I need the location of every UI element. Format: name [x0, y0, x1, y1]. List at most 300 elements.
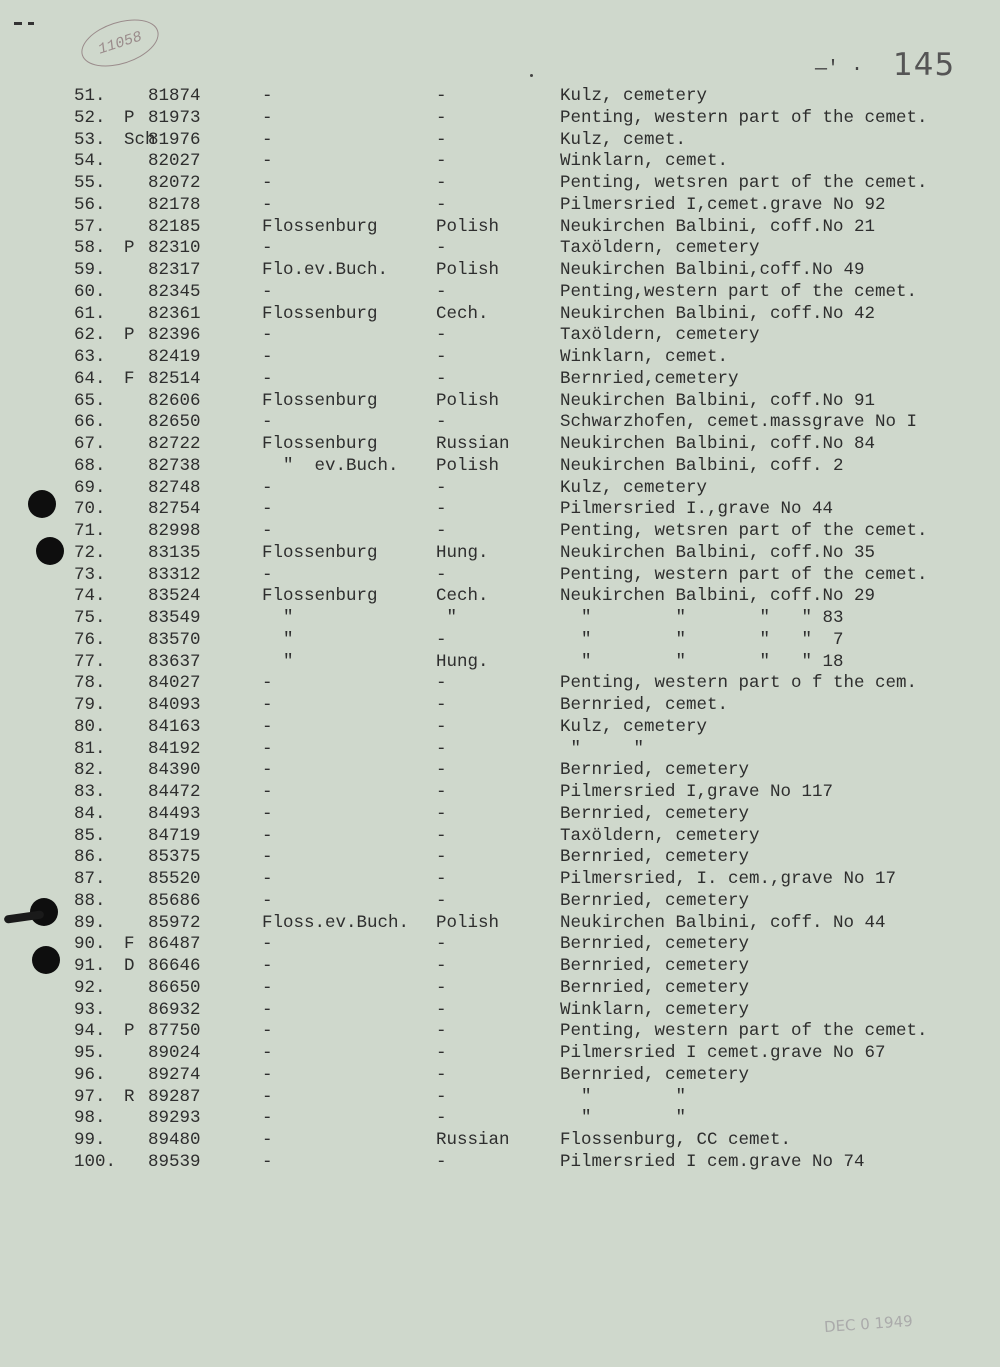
- burial-place: Penting, wetsren part of the cemet.: [560, 173, 928, 193]
- burial-place: Taxöldern, cemetery: [560, 825, 760, 846]
- list-item: [0, 543, 1000, 564]
- camp: -: [262, 238, 273, 259]
- list-item: [0, 1152, 1000, 1173]
- prisoner-number: 82738: [148, 455, 201, 476]
- list-item: [0, 456, 1000, 477]
- prisoner-number: 84472: [148, 782, 201, 802]
- list-item: [0, 652, 1000, 673]
- nationality: -: [436, 803, 447, 824]
- prisoner-prefix: P: [124, 107, 135, 128]
- prisoner-number: 82185: [148, 216, 201, 237]
- camp: -: [262, 803, 273, 824]
- nationality: -: [436, 347, 447, 367]
- camp: -: [262, 499, 273, 520]
- prisoner-number: 82072: [148, 173, 201, 193]
- list-item: [0, 151, 1000, 172]
- entry-number: 51.: [74, 86, 106, 106]
- prisoner-number: 82606: [148, 390, 201, 411]
- prisoner-number: 82650: [148, 412, 201, 433]
- entry-number: 94.: [74, 1021, 106, 1042]
- burial-place: Bernried, cemetery: [560, 934, 750, 955]
- nationality: -: [436, 629, 447, 650]
- list-item: [0, 804, 1000, 825]
- nationality: -: [436, 956, 447, 976]
- prisoner-number: 89539: [148, 1151, 201, 1172]
- entry-number: 78.: [74, 673, 106, 694]
- burial-place: Bernried, cemetery: [560, 977, 750, 998]
- burial-place: Kulz, cemetery: [560, 477, 708, 498]
- camp: Flossenburg: [262, 303, 378, 324]
- camp: -: [262, 760, 273, 781]
- nationality: Cech.: [436, 586, 489, 607]
- camp: ": [262, 608, 294, 628]
- burial-place: Bernried, cemetery: [560, 847, 750, 868]
- camp: " ev.Buch.: [262, 455, 399, 476]
- prisoner-number: 89287: [148, 1086, 201, 1107]
- prisoner-number: 82178: [148, 194, 201, 215]
- burial-place: Pilmersried I cem.grave No 74: [560, 1151, 865, 1172]
- prisoner-number: 84163: [148, 716, 201, 737]
- nationality: -: [436, 281, 447, 302]
- burial-place: Bernried, cemetery: [560, 760, 750, 781]
- entry-number: 71.: [74, 521, 106, 541]
- burial-place: Flossenburg, CC cemet.: [560, 1130, 792, 1150]
- burial-place: Bernried, cemetery: [560, 890, 750, 911]
- camp: -: [262, 1086, 273, 1107]
- burial-place: Taxöldern, cemetery: [560, 238, 760, 259]
- burial-place: Neukirchen Balbini,coff.No 49: [560, 260, 865, 280]
- camp: -: [262, 695, 273, 715]
- list-item: [0, 1000, 1000, 1021]
- list-item: [0, 521, 1000, 542]
- nationality: -: [436, 521, 447, 541]
- prisoner-number: 83524: [148, 586, 201, 607]
- burial-place: Neukirchen Balbini, coff.No 84: [560, 434, 876, 454]
- list-item: [0, 217, 1000, 238]
- nationality: -: [436, 869, 447, 889]
- prisoner-number: 82998: [148, 521, 201, 541]
- list-item: [0, 1087, 1000, 1108]
- camp: -: [262, 782, 273, 802]
- prisoner-number: 85375: [148, 847, 201, 868]
- camp: -: [262, 999, 273, 1020]
- prisoner-prefix: R: [124, 1086, 135, 1107]
- nationality: -: [436, 847, 447, 868]
- camp: -: [262, 1151, 273, 1172]
- burial-place: Neukirchen Balbini, coff.No 29: [560, 586, 876, 607]
- corner-mark: [28, 22, 34, 25]
- burial-place: Bernried, cemetery: [560, 1064, 750, 1085]
- handwritten-mark: —' ·: [815, 58, 864, 81]
- prisoner-prefix: P: [124, 238, 135, 259]
- list-item: [0, 869, 1000, 890]
- nationality: Polish: [436, 260, 500, 280]
- list-item: [0, 86, 1000, 107]
- list-item: [0, 565, 1000, 586]
- prisoner-number: 85520: [148, 869, 201, 889]
- nationality: -: [436, 673, 447, 694]
- nationality: Polish: [436, 216, 500, 237]
- entry-number: 69.: [74, 477, 106, 498]
- entry-number: 59.: [74, 260, 106, 280]
- prisoner-number: 82754: [148, 499, 201, 520]
- nationality: -: [436, 238, 447, 259]
- burial-place: Neukirchen Balbini, coff.No 42: [560, 303, 876, 324]
- nationality: -: [436, 499, 447, 520]
- nationality: Polish: [436, 912, 500, 933]
- entry-number: 72.: [74, 542, 106, 563]
- camp: -: [262, 956, 273, 976]
- nationality: -: [436, 1151, 447, 1172]
- entry-number: 54.: [74, 151, 106, 172]
- burial-place: Pilmersried I.,grave No 44: [560, 499, 834, 520]
- list-item: [0, 434, 1000, 455]
- entry-number: 93.: [74, 999, 106, 1020]
- list-item: [0, 130, 1000, 151]
- camp: -: [262, 151, 273, 172]
- camp: -: [262, 890, 273, 911]
- nationality: -: [436, 129, 447, 150]
- list-item: [0, 499, 1000, 520]
- nationality: -: [436, 86, 447, 106]
- list-item: [0, 1065, 1000, 1086]
- entry-number: 95.: [74, 1043, 106, 1063]
- camp: -: [262, 847, 273, 868]
- list-item: [0, 586, 1000, 607]
- entry-number: 83.: [74, 782, 106, 802]
- prisoner-number: 84390: [148, 760, 201, 781]
- list-item: [0, 391, 1000, 412]
- archive-stamp: 11058: [75, 11, 164, 76]
- list-item: [0, 630, 1000, 651]
- list-item: [0, 325, 1000, 346]
- entry-number: 98.: [74, 1108, 106, 1129]
- list-item: [0, 826, 1000, 847]
- burial-place: Kulz, cemetery: [560, 716, 708, 737]
- burial-place: Bernried, cemet.: [560, 695, 729, 715]
- prisoner-number: 82514: [148, 368, 201, 389]
- prisoner-prefix: P: [124, 1021, 135, 1042]
- burial-place: Pilmersried I,cemet.grave No 92: [560, 194, 886, 215]
- entry-number: 64.: [74, 368, 106, 389]
- prisoner-number: 81874: [148, 86, 201, 106]
- burial-place: Neukirchen Balbini, coff.No 35: [560, 542, 876, 563]
- burial-place: Neukirchen Balbini, coff.No 91: [560, 390, 876, 411]
- prisoner-number: 89293: [148, 1108, 201, 1129]
- prisoner-number: 84493: [148, 803, 201, 824]
- burial-place: Winklarn, cemetery: [560, 999, 750, 1020]
- nationality: -: [436, 194, 447, 215]
- list-item: [0, 695, 1000, 716]
- entry-number: 67.: [74, 434, 106, 454]
- entry-number: 65.: [74, 390, 106, 411]
- camp: -: [262, 521, 273, 541]
- camp: Flossenburg: [262, 434, 378, 454]
- entry-number: 87.: [74, 869, 106, 889]
- burial-place: Pilmersried I cemet.grave No 67: [560, 1043, 886, 1063]
- prisoner-number: 82310: [148, 238, 201, 259]
- entry-number: 79.: [74, 695, 106, 715]
- nationality: -: [436, 999, 447, 1020]
- burial-place: " ": [560, 1086, 687, 1107]
- burial-place: Penting, western part of the cemet.: [560, 1021, 928, 1042]
- prisoner-number: 87750: [148, 1021, 201, 1042]
- entry-number: 92.: [74, 977, 106, 998]
- camp: ": [262, 629, 294, 650]
- entry-number: 53.: [74, 129, 106, 150]
- nationality: -: [436, 1021, 447, 1042]
- nationality: -: [436, 151, 447, 172]
- prisoner-number: 84027: [148, 673, 201, 694]
- nationality: -: [436, 564, 447, 585]
- prisoner-number: 83135: [148, 542, 201, 563]
- nationality: -: [436, 716, 447, 737]
- list-item: [0, 1130, 1000, 1151]
- camp: -: [262, 281, 273, 302]
- camp: Flossenburg: [262, 216, 378, 237]
- nationality: -: [436, 325, 447, 346]
- nationality: -: [436, 695, 447, 715]
- entry-number: 57.: [74, 216, 106, 237]
- camp: Flossenburg: [262, 390, 378, 411]
- list-item: [0, 891, 1000, 912]
- burial-place: Neukirchen Balbini, coff. 2: [560, 455, 844, 476]
- camp: -: [262, 194, 273, 215]
- prisoner-number: 83549: [148, 608, 201, 628]
- list-item: [0, 369, 1000, 390]
- list-item: [0, 913, 1000, 934]
- prisoner-number: 89480: [148, 1130, 201, 1150]
- prisoner-number: 82722: [148, 434, 201, 454]
- entry-number: 75.: [74, 608, 106, 628]
- list-item: [0, 195, 1000, 216]
- nationality: -: [436, 173, 447, 193]
- burial-place: Kulz, cemet.: [560, 129, 687, 150]
- burial-place: Winklarn, cemet.: [560, 347, 729, 367]
- nationality: Russian: [436, 434, 510, 454]
- list-item: [0, 934, 1000, 955]
- corner-mark: [14, 22, 22, 25]
- list-item: [0, 608, 1000, 629]
- list-item: [0, 1021, 1000, 1042]
- date-stamp: DEC 0 1949: [823, 1311, 914, 1337]
- entry-number: 96.: [74, 1064, 106, 1085]
- list-item: [0, 673, 1000, 694]
- entry-number: 52.: [74, 107, 106, 128]
- burial-place: Taxöldern, cemetery: [560, 325, 760, 346]
- prisoner-number: 89024: [148, 1043, 201, 1063]
- prisoner-number: 84093: [148, 695, 201, 715]
- entry-number: 77.: [74, 651, 106, 672]
- list-item: [0, 238, 1000, 259]
- prisoner-number: 82345: [148, 281, 201, 302]
- entry-number: 80.: [74, 716, 106, 737]
- list-item: [0, 173, 1000, 194]
- nationality: -: [436, 412, 447, 433]
- entry-number: 63.: [74, 347, 106, 367]
- camp: -: [262, 869, 273, 889]
- nationality: Polish: [436, 455, 500, 476]
- prisoner-number: 83637: [148, 651, 201, 672]
- camp: -: [262, 173, 273, 193]
- entry-number: 70.: [74, 499, 106, 520]
- camp: -: [262, 977, 273, 998]
- entry-number: 60.: [74, 281, 106, 302]
- entry-number: 73.: [74, 564, 106, 585]
- nationality: -: [436, 1108, 447, 1129]
- burial-place: Penting, wetsren part of the cemet.: [560, 521, 928, 541]
- prisoner-number: 82748: [148, 477, 201, 498]
- camp: -: [262, 673, 273, 694]
- burial-place: " ": [560, 738, 645, 759]
- camp: -: [262, 1021, 273, 1042]
- camp: Floss.ev.Buch.: [262, 912, 410, 933]
- nationality: Cech.: [436, 303, 489, 324]
- list-item: [0, 739, 1000, 760]
- camp: -: [262, 716, 273, 737]
- entry-number: 61.: [74, 303, 106, 324]
- camp: ": [262, 651, 294, 672]
- nationality: -: [436, 977, 447, 998]
- prisoner-number: 85972: [148, 912, 201, 933]
- nationality: Russian: [436, 1130, 510, 1150]
- camp: -: [262, 934, 273, 955]
- entry-number: 81.: [74, 738, 106, 759]
- prisoner-number: 82027: [148, 151, 201, 172]
- entry-number: 100.: [74, 1151, 117, 1172]
- nationality: -: [436, 934, 447, 955]
- entry-number: 84.: [74, 803, 106, 824]
- camp: -: [262, 86, 273, 106]
- entry-number: 91.: [74, 956, 106, 976]
- ink-dot: [530, 74, 533, 77]
- prisoner-number: 83570: [148, 629, 201, 650]
- camp: Flo.ev.Buch.: [262, 260, 389, 280]
- list-item: [0, 478, 1000, 499]
- entry-number: 76.: [74, 629, 106, 650]
- nationality: -: [436, 368, 447, 389]
- nationality: -: [436, 1064, 447, 1085]
- prisoner-number: 89274: [148, 1064, 201, 1085]
- entry-number: 58.: [74, 238, 106, 259]
- nationality: -: [436, 890, 447, 911]
- camp: -: [262, 325, 273, 346]
- camp: -: [262, 477, 273, 498]
- list-item: [0, 304, 1000, 325]
- entry-number: 86.: [74, 847, 106, 868]
- burial-place: Bernried, cemetery: [560, 803, 750, 824]
- entry-number: 89.: [74, 912, 106, 933]
- nationality: -: [436, 107, 447, 128]
- entry-number: 88.: [74, 890, 106, 911]
- prisoner-number: 84192: [148, 738, 201, 759]
- prisoner-number: 82419: [148, 347, 201, 367]
- prisoner-number: 83312: [148, 564, 201, 585]
- burial-place: Kulz, cemetery: [560, 86, 708, 106]
- entry-number: 62.: [74, 325, 106, 346]
- burial-place: Penting, western part o f the cem.: [560, 673, 918, 694]
- nationality: -: [436, 760, 447, 781]
- camp: -: [262, 129, 273, 150]
- burial-place: " " " " 83: [560, 608, 844, 628]
- list-item: [0, 347, 1000, 368]
- nationality: Hung.: [436, 542, 489, 563]
- burial-place: " ": [560, 1108, 687, 1129]
- camp: -: [262, 825, 273, 846]
- burial-place: Neukirchen Balbini, coff. No 44: [560, 912, 886, 933]
- prisoner-prefix: F: [124, 368, 135, 389]
- prisoner-number: 86932: [148, 999, 201, 1020]
- camp: -: [262, 738, 273, 759]
- nationality: -: [436, 738, 447, 759]
- camp: -: [262, 1130, 273, 1150]
- list-item: [0, 760, 1000, 781]
- burial-place: Schwarzhofen, cemet.massgrave No I: [560, 412, 918, 433]
- prisoner-number: 82317: [148, 260, 201, 280]
- prisoner-prefix: D: [124, 956, 135, 976]
- entry-number: 66.: [74, 412, 106, 433]
- prisoner-prefix: F: [124, 934, 135, 955]
- camp: Flossenburg: [262, 542, 378, 563]
- nationality: -: [436, 477, 447, 498]
- burial-place: Neukirchen Balbini, coff.No 21: [560, 216, 876, 237]
- nationality: -: [436, 1086, 447, 1107]
- list-item: [0, 956, 1000, 977]
- entry-number: 99.: [74, 1130, 106, 1150]
- nationality: -: [436, 825, 447, 846]
- entry-number: 56.: [74, 194, 106, 215]
- entry-number: 90.: [74, 934, 106, 955]
- list-item: [0, 412, 1000, 433]
- camp: -: [262, 1064, 273, 1085]
- entry-number: 82.: [74, 760, 106, 781]
- camp: -: [262, 1043, 273, 1063]
- list-item: [0, 978, 1000, 999]
- list-item: [0, 108, 1000, 129]
- camp: -: [262, 107, 273, 128]
- burial-place: Bernried,cemetery: [560, 368, 739, 389]
- list-item: [0, 847, 1000, 868]
- prisoner-number: 81973: [148, 107, 201, 128]
- prisoner-number: 86650: [148, 977, 201, 998]
- prisoner-prefix: Sch: [124, 129, 156, 150]
- prisoner-number: 82396: [148, 325, 201, 346]
- camp: -: [262, 564, 273, 585]
- camp: Flossenburg: [262, 586, 378, 607]
- camp: -: [262, 368, 273, 389]
- prisoner-prefix: P: [124, 325, 135, 346]
- list-item: [0, 717, 1000, 738]
- prisoner-number: 86487: [148, 934, 201, 955]
- prisoner-number: 81976: [148, 129, 201, 150]
- burial-place: " " " " 7: [560, 629, 844, 650]
- list-item: [0, 260, 1000, 281]
- burial-place: Penting, western part of the cemet.: [560, 107, 928, 128]
- page-number: 145: [893, 47, 956, 83]
- burial-place: Penting,western part of the cemet.: [560, 281, 918, 302]
- burial-place: Winklarn, cemet.: [560, 151, 729, 172]
- nationality: ": [436, 608, 458, 628]
- entry-number: 97.: [74, 1086, 106, 1107]
- prisoner-number: 85686: [148, 890, 201, 911]
- entry-number: 68.: [74, 455, 106, 476]
- list-item: [0, 1043, 1000, 1064]
- camp: -: [262, 412, 273, 433]
- camp: -: [262, 347, 273, 367]
- list-item: [0, 1108, 1000, 1129]
- nationality: -: [436, 782, 447, 802]
- burial-place: Bernried, cemetery: [560, 956, 750, 976]
